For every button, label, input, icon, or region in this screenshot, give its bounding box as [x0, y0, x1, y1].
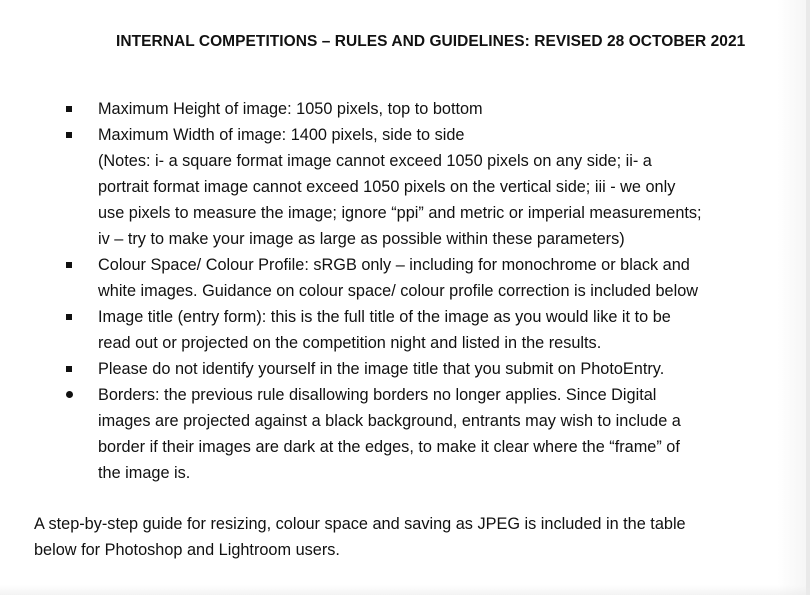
- rule-line: Maximum Width of image: 1400 pixels, side to side: [98, 126, 465, 144]
- rule-item-max-width: [0, 122, 784, 252]
- rule-line: images are projected against a black background, entrants may wish to include a: [98, 412, 681, 430]
- rule-line: use pixels to measure the image; ignore “ppi” and metric or imperial measurements;: [98, 204, 702, 222]
- round-bullet-icon: [66, 391, 73, 398]
- rule-line: Maximum Height of image: 1050 pixels, top to bottom: [98, 100, 483, 118]
- square-bullet-icon: [66, 132, 72, 138]
- rule-item-max-height: [0, 96, 784, 122]
- rule-item-anonymity: [0, 356, 784, 382]
- rule-line: white images. Guidance on colour space/ colour profile correction is included below: [98, 282, 699, 300]
- rule-line: portrait format image cannot exceed 1050 pixels on the vertical side; iii - we only: [98, 178, 676, 196]
- closing-paragraph: [34, 511, 686, 563]
- rule-line: Borders: the previous rule disallowing borders no longer applies. Since Digital: [98, 386, 657, 404]
- rule-line: iv – try to make your image as large as possible within these parameters): [98, 230, 625, 248]
- rule-line: Please do not identify yourself in the image title that you submit on PhotoEntry.: [98, 360, 665, 378]
- rule-item-image-title: [0, 304, 784, 356]
- page-edge: [806, 0, 810, 595]
- rule-item-borders: [0, 382, 784, 486]
- rule-line: border if their images are dark at the edges, to make it clear where the “frame” of: [98, 438, 680, 456]
- closing-line: below for Photoshop and Lightroom users.: [34, 541, 340, 559]
- rule-line: read out or projected on the competition night and listed in the results.: [98, 334, 602, 352]
- rule-line: (Notes: i- a square format image cannot exceed 1050 pixels on any side; ii- a: [98, 152, 652, 170]
- closing-line: A step-by-step guide for resizing, colour space and saving as JPEG is included in the table: [34, 515, 686, 533]
- rule-line: Colour Space/ Colour Profile: sRGB only – including for monochrome or black and: [98, 256, 690, 274]
- page-bottom-fade: [0, 585, 810, 595]
- square-bullet-icon: [66, 262, 72, 268]
- rules-list: [0, 96, 810, 486]
- square-bullet-icon: [66, 314, 72, 320]
- rule-line: the image is.: [98, 464, 191, 482]
- square-bullet-icon: [66, 366, 72, 372]
- square-bullet-icon: [66, 106, 72, 112]
- document-title: INTERNAL COMPETITIONS – RULES AND GUIDELINES: REVISED 28 OCTOBER 2021: [116, 33, 746, 50]
- rule-item-colour-space: [0, 252, 784, 304]
- rule-line: Image title (entry form): this is the full title of the image as you would like it to be: [98, 308, 671, 326]
